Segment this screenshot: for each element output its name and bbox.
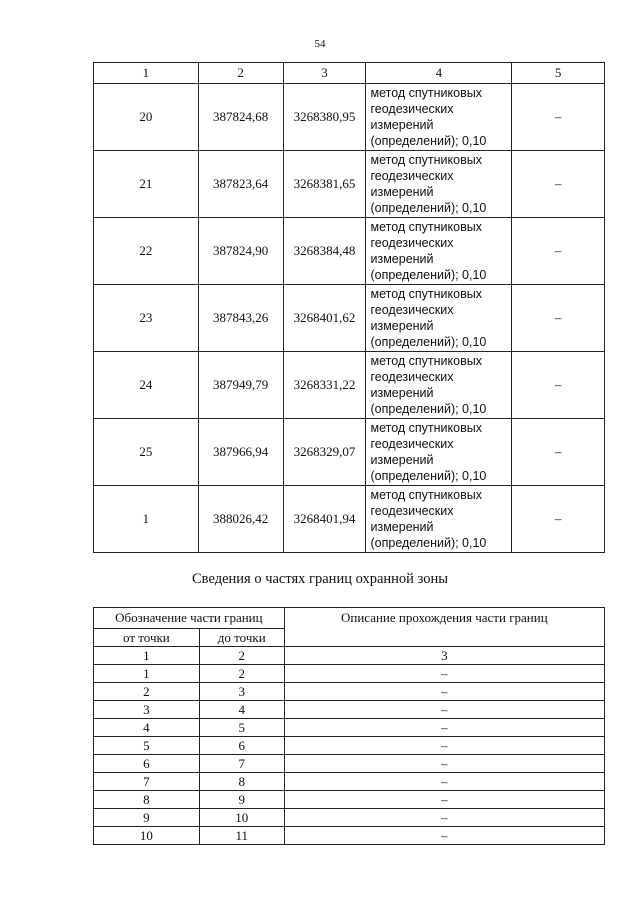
column-header: 3 <box>283 63 366 84</box>
note-cell: – <box>512 486 605 553</box>
to-point-cell: 9 <box>199 791 284 809</box>
method-line: измерений <box>370 453 434 467</box>
table-row <box>94 352 605 419</box>
to-point-cell: 5 <box>199 719 284 737</box>
method-line: (определений); 0,10 <box>370 335 487 349</box>
from-point-cell: 1 <box>94 665 200 683</box>
table-row <box>94 683 605 701</box>
method-line: геодезических <box>370 169 454 183</box>
x-coordinate-cell: 387824,68 <box>198 84 283 151</box>
method-line: (определений); 0,10 <box>370 469 487 483</box>
table-row <box>94 827 605 845</box>
method-cell <box>366 84 512 151</box>
method-line: (определений); 0,10 <box>370 201 487 215</box>
method-cell <box>366 151 512 218</box>
to-point-cell: 3 <box>199 683 284 701</box>
from-point-cell: 7 <box>94 773 200 791</box>
table-row <box>94 84 605 151</box>
method-line: измерений <box>370 520 434 534</box>
coordinates-header-row <box>94 63 605 84</box>
method-line: геодезических <box>370 236 454 250</box>
boundary-parts-table <box>93 607 605 845</box>
method-line: геодезических <box>370 370 454 384</box>
note-cell: – <box>512 218 605 285</box>
method-line: геодезических <box>370 504 454 518</box>
table-row <box>94 285 605 352</box>
coordinates-table <box>93 62 605 553</box>
column-header: 4 <box>366 63 512 84</box>
x-coordinate-cell: 387843,26 <box>198 285 283 352</box>
method-line: метод спутниковых <box>370 421 482 435</box>
method-line: метод спутниковых <box>370 220 482 234</box>
description-cell: – <box>284 719 604 737</box>
y-coordinate-cell: 3268401,94 <box>283 486 366 553</box>
method-line: (определений); 0,10 <box>370 268 487 282</box>
from-point-cell: 2 <box>94 683 200 701</box>
table-row <box>94 791 605 809</box>
y-coordinate-cell: 3268329,07 <box>283 419 366 486</box>
description-cell: – <box>284 665 604 683</box>
to-point-cell: 2 <box>199 647 284 665</box>
point-number-cell: 1 <box>94 486 199 553</box>
method-cell <box>366 285 512 352</box>
method-line: метод спутниковых <box>370 86 482 100</box>
to-point-cell: 6 <box>199 737 284 755</box>
point-number-cell: 20 <box>94 84 199 151</box>
point-number-cell: 21 <box>94 151 199 218</box>
table-row <box>94 647 605 665</box>
y-coordinate-cell: 3268384,48 <box>283 218 366 285</box>
column-header: 5 <box>512 63 605 84</box>
table-row <box>94 737 605 755</box>
parts-header-row <box>94 608 605 629</box>
from-point-cell: 3 <box>94 701 200 719</box>
to-point-header: до точки <box>199 629 284 647</box>
y-coordinate-cell: 3268331,22 <box>283 352 366 419</box>
from-point-cell: 8 <box>94 791 200 809</box>
table-row <box>94 665 605 683</box>
method-line: метод спутниковых <box>370 287 482 301</box>
point-number-cell: 25 <box>94 419 199 486</box>
note-cell: – <box>512 151 605 218</box>
from-point-cell: 10 <box>94 827 200 845</box>
method-line: измерений <box>370 185 434 199</box>
method-cell <box>366 486 512 553</box>
description-cell: – <box>284 755 604 773</box>
method-line: (определений); 0,10 <box>370 134 487 148</box>
to-point-cell: 7 <box>199 755 284 773</box>
table-row <box>94 701 605 719</box>
method-line: геодезических <box>370 102 454 116</box>
note-cell: – <box>512 285 605 352</box>
from-point-cell: 6 <box>94 755 200 773</box>
boundary-description-header: Описание прохождения части границ <box>284 608 604 647</box>
note-cell: – <box>512 84 605 151</box>
method-line: (определений); 0,10 <box>370 402 487 416</box>
y-coordinate-cell: 3268380,95 <box>283 84 366 151</box>
to-point-cell: 10 <box>199 809 284 827</box>
to-point-cell: 11 <box>199 827 284 845</box>
from-point-cell: 4 <box>94 719 200 737</box>
x-coordinate-cell: 387949,79 <box>198 352 283 419</box>
method-line: измерений <box>370 386 434 400</box>
method-line: геодезических <box>370 303 454 317</box>
table-row <box>94 719 605 737</box>
method-line: метод спутниковых <box>370 354 482 368</box>
note-cell: – <box>512 352 605 419</box>
method-line: (определений); 0,10 <box>370 536 487 550</box>
boundary-part-designation-header: Обозначение части границ <box>94 608 285 629</box>
x-coordinate-cell: 387966,94 <box>198 419 283 486</box>
to-point-cell: 8 <box>199 773 284 791</box>
x-coordinate-cell: 388026,42 <box>198 486 283 553</box>
description-cell: – <box>284 701 604 719</box>
point-number-cell: 24 <box>94 352 199 419</box>
method-line: измерений <box>370 118 434 132</box>
method-line: метод спутниковых <box>370 488 482 502</box>
table-row <box>94 809 605 827</box>
section-title: Сведения о частях границ охранной зоны <box>192 571 448 587</box>
table-row <box>94 419 605 486</box>
point-number-cell: 23 <box>94 285 199 352</box>
description-cell: – <box>284 809 604 827</box>
description-cell: – <box>284 683 604 701</box>
from-point-cell: 9 <box>94 809 200 827</box>
y-coordinate-cell: 3268381,65 <box>283 151 366 218</box>
y-coordinate-cell: 3268401,62 <box>283 285 366 352</box>
table-row <box>94 151 605 218</box>
description-cell: – <box>284 791 604 809</box>
description-cell: – <box>284 827 604 845</box>
note-cell: – <box>512 419 605 486</box>
method-cell <box>366 352 512 419</box>
x-coordinate-cell: 387823,64 <box>198 151 283 218</box>
point-number-cell: 22 <box>94 218 199 285</box>
method-line: геодезических <box>370 437 454 451</box>
method-line: измерений <box>370 319 434 333</box>
from-point-cell: 1 <box>94 647 200 665</box>
description-cell: – <box>284 773 604 791</box>
x-coordinate-cell: 387824,90 <box>198 218 283 285</box>
to-point-cell: 4 <box>199 701 284 719</box>
method-line: метод спутниковых <box>370 153 482 167</box>
description-cell: 3 <box>284 647 604 665</box>
method-line: измерений <box>370 252 434 266</box>
table-row <box>94 218 605 285</box>
from-point-cell: 5 <box>94 737 200 755</box>
from-point-header: от точки <box>94 629 200 647</box>
method-cell <box>366 218 512 285</box>
column-header: 2 <box>198 63 283 84</box>
description-cell: – <box>284 737 604 755</box>
table-row <box>94 486 605 553</box>
page-number: 54 <box>314 38 326 50</box>
column-header: 1 <box>94 63 199 84</box>
method-cell <box>366 419 512 486</box>
table-row <box>94 755 605 773</box>
to-point-cell: 2 <box>199 665 284 683</box>
table-row <box>94 773 605 791</box>
